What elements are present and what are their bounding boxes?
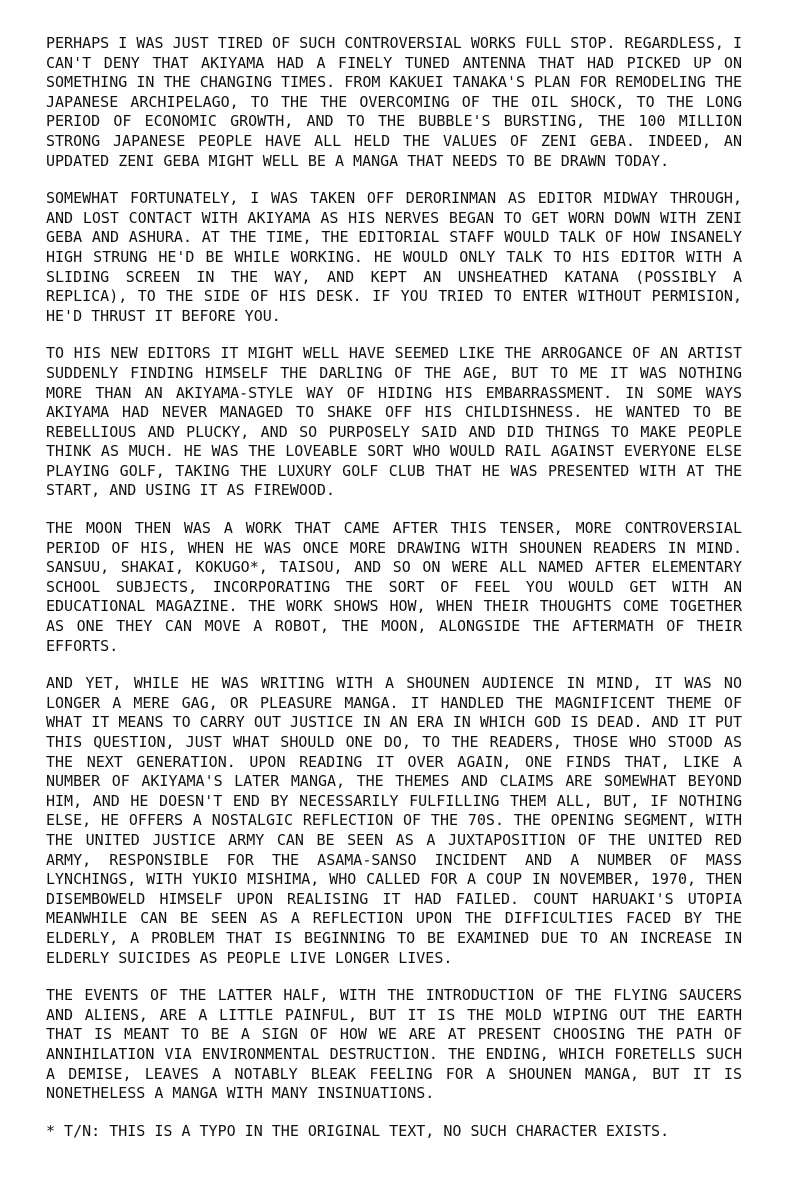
paragraph-5: AND YET, WHILE HE WAS WRITING WITH A SHOUNEN AUDIENCE IN MIND, IT WAS NO LONGER A MERE GAG, OR PLEASURE MANGA. IT HANDLED THE MAGNIFICENT THEME OF WHAT IT MEANS TO CARRY OUT JUSTICE IN AN ERA IN WHICH GOD IS DEAD. AND IT PUT THIS QUESTION, JUST WHAT SHOULD ONE DO, TO THE READERS, THOSE WHO STOOD AS THE NEXT GENERATION. UPON READING IT OVER AGAIN, ONE FINDS THAT, LIKE A NUMBER OF AKIYAMA'S LATER MANGA, THE THEMES AND CLAIMS ARE SOMEWHAT BEYOND HIM, AND HE DOESN'T END BY NECESSARILY FULFILLING THEM ALL, BUT, IF NOTHING ELSE, HE OFFERS A NOSTALGIC REFLECTION OF THE 70S. THE OPENING SEGMENT, WITH THE UNITED JUSTICE ARMY CAN BE SEEN AS A JUXTAPOSITION OF THE UNITED RED ARMY, RESPONSIBLE FOR THE ASAMA-SANSO INCIDENT AND A NUMBER OF MASS LYNCHINGS, WITH YUKIO MISHIMA, WHO CALLED FOR A COUP IN NOVEMBER, 1970, THEN DISEMBOWELD HIMSELF UPON REALISING IT HAD FAILED. COUNT HARUAKI'S UTOPIA MEANWHILE CAN BE SEEN AS A REFLECTION UPON THE DIFFICULTIES FACED BY THE ELDERLY, A PROBLEM THAT IS BEGINNING TO BE EXAMINED DUE TO AN INCREASE IN ELDERLY SUICIDES AS PEOPLE LIVE LONGER LIVES. (46, 674, 742, 967)
paragraph-3: TO HIS NEW EDITORS IT MIGHT WELL HAVE SEEMED LIKE THE ARROGANCE OF AN ARTIST SUDDENLY FINDING HIMSELF THE DARLING OF THE AGE, BUT TO ME IT WAS NOTHING MORE THAN AN AKIYAMA-STYLE WAY OF HIDING HIS EMBARRASSMENT. IN SOME WAYS AKIYAMA HAD NEVER MANAGED TO SHAKE OFF HIS CHILDISHNESS. HE WANTED TO BE REBELLIOUS AND PLUCKY, AND SO PURPOSELY SAID AND DID THINGS TO MAKE PEOPLE THINK AS MUCH. HE WAS THE LOVEABLE SORT WHO WOULD RAIL AGAINST EVERYONE ELSE PLAYING GOLF, TAKING THE LUXURY GOLF CLUB THAT HE WAS PRESENTED WITH AT THE START, AND USING IT AS FIREWOOD. (46, 344, 742, 500)
translator-footnote: * T/N: THIS IS A TYPO IN THE ORIGINAL TEXT, NO SUCH CHARACTER EXISTS. (46, 1121, 670, 1140)
document-page (46, 34, 742, 1141)
paragraph-2: SOMEWHAT FORTUNATELY, I WAS TAKEN OFF DERORINMAN AS EDITOR MIDWAY THROUGH, AND LOST CONTACT WITH AKIYAMA AS HIS NERVES BEGAN TO GET WORN DOWN WITH ZENI GEBA AND ASHURA. AT THE TIME, THE EDITORIAL STAFF WOULD TALK OF HOW INSANELY HIGH STRUNG HE'D BE WHILE WORKING. HE WOULD ONLY TALK TO HIS EDITOR WITH A SLIDING SCREEN IN THE WAY, AND KEPT AN UNSHEATHED KATANA (POSSIBLY A REPLICA), TO THE SIDE OF HIS DESK. IF YOU TRIED TO ENTER WITHOUT PERMISION, HE'D THRUST IT BEFORE YOU. (46, 189, 742, 325)
paragraph-4: THE MOON THEN WAS A WORK THAT CAME AFTER THIS TENSER, MORE CONTROVERSIAL PERIOD OF HIS, WHEN HE WAS ONCE MORE DRAWING WITH SHOUNEN READERS IN MIND. SANSUU, SHAKAI, KOKUGO*, TAISOU, AND SO ON WERE ALL NAMED AFTER ELEMENTARY SCHOOL SUBJECTS, INCORPORATING THE SORT OF FEEL YOU WOULD GET WITH AN EDUCATIONAL MAGAZINE. THE WORK SHOWS HOW, WHEN THEIR THOUGHTS COME TOGETHER AS ONE THEY CAN MOVE A ROBOT, THE MOON, ALONGSIDE THE AFTERMATH OF THEIR EFFORTS. (46, 519, 742, 655)
paragraph-6: THE EVENTS OF THE LATTER HALF, WITH THE INTRODUCTION OF THE FLYING SAUCERS AND ALIENS, ARE A LITTLE PAINFUL, BUT IT IS THE MOLD WIPING OUT THE EARTH THAT IS MEANT TO BE A SIGN OF HOW WE ARE AT PRESENT CHOOSING THE PATH OF ANNIHILATION VIA ENVIRONMENTAL DESTRUCTION. THE ENDING, WHICH FORETELLS SUCH A DEMISE, LEAVES A NOTABLY BLEAK FEELING FOR A SHOUNEN MANGA, BUT IT IS NONETHELESS A MANGA WITH MANY INSINUATIONS. (46, 986, 742, 1103)
paragraph-1: PERHAPS I WAS JUST TIRED OF SUCH CONTROVERSIAL WORKS FULL STOP. REGARDLESS, I CAN'T DENY THAT AKIYAMA HAD A FINELY TUNED ANTENNA THAT HAD PICKED UP ON SOMETHING IN THE CHANGING TIMES. FROM KAKUEI TANAKA'S PLAN FOR REMODELING THE JAPANESE ARCHIPELAGO, TO THE THE OVERCOMING OF THE OIL SHOCK, TO THE LONG PERIOD OF ECONOMIC GROWTH, AND TO THE BUBBLE'S BURSTING, THE 100 MILLION STRONG JAPANESE PEOPLE HAVE ALL HELD THE VALUES OF ZENI GEBA. INDEED, AN UPDATED ZENI GEBA MIGHT WELL BE A MANGA THAT NEEDS TO BE DRAWN TODAY. (46, 34, 742, 170)
